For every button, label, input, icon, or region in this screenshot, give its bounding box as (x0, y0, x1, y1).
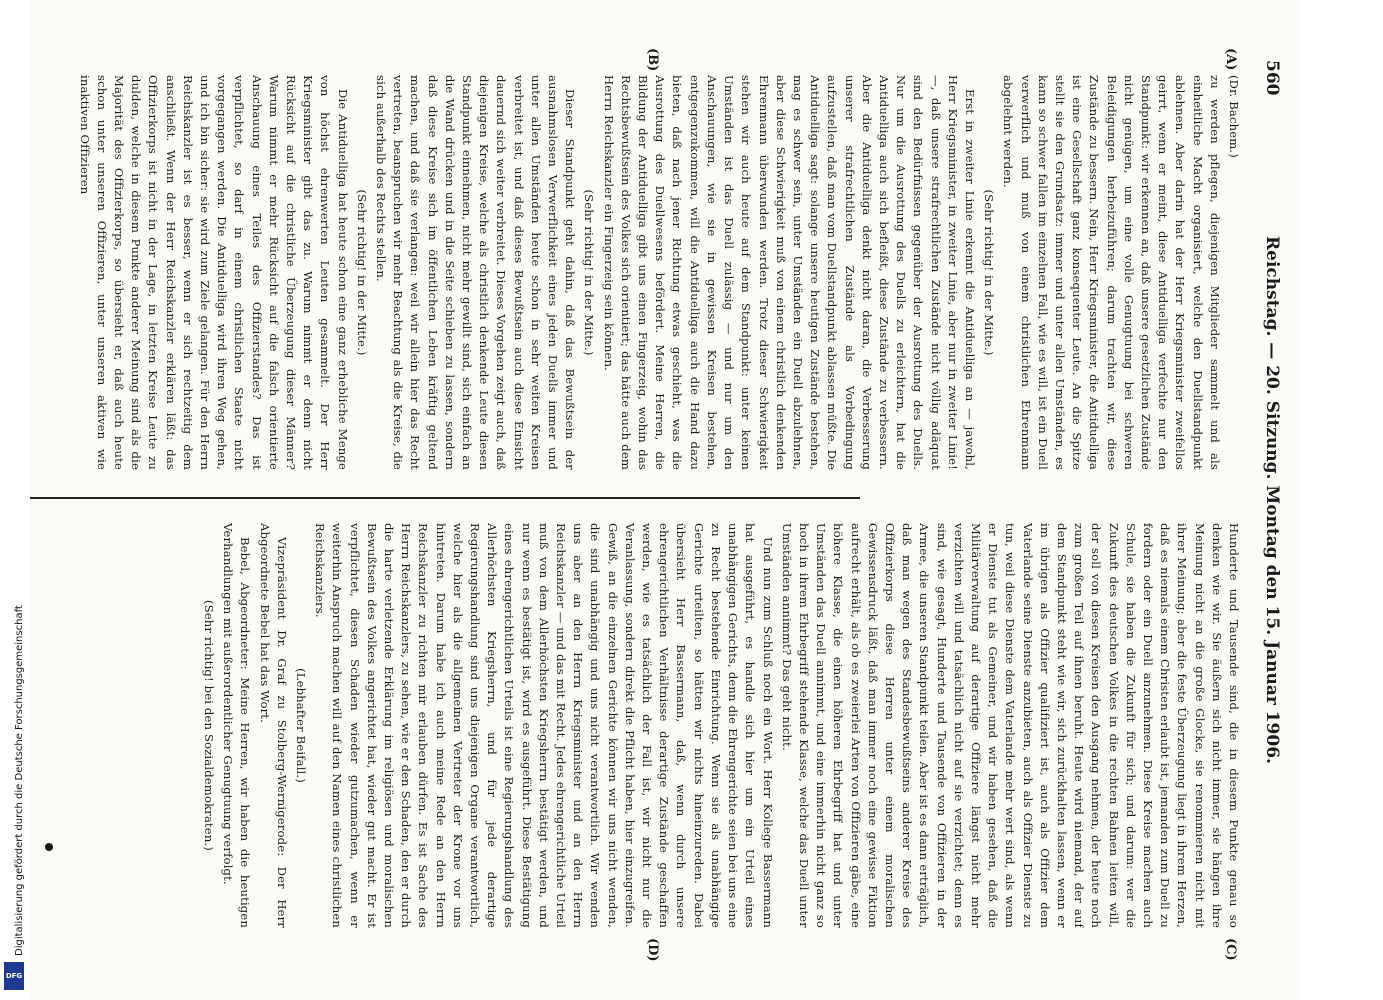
column-divider (10, 497, 860, 499)
reaction: (Sehr richtig! in der Mitte.) (354, 189, 369, 356)
president-statement: Vizepräsident Dr. Graf zu Stolberg-Wernigerode: Der Herr Abgeordnete Bebel hat das Wort. (257, 523, 289, 928)
reaction: (Sehr richtig! bei den Sozialdemokraten.) (202, 600, 217, 851)
page-title: Reichstag. — 20. Sitzung. Montag den 15. Januar 1906. (1262, 236, 1282, 764)
credit-text: Digitalisierung gefördert durch die Deutsche Forschungsgemeinschaft (14, 605, 25, 956)
paragraph: Dieser Standpunkt geht dahin, daß das Bewußtsein der ausnahmslosen Verwerflichkeit eines jeden Duells immer und unter allen Umständen heute schon in sehr weiten Kreisen verbreitet ist, und daß dieses Bewußtsein auch diese Einsicht dauernd sich weiter verbreitet. Dieses Vorgehen zeigt auch, daß diejenigen Kreise, welche als christlich denkende Leute diesen Standpunkt einnehmen, nicht mehr gewillt sind, sich einfach an die Wand drücken und in die Seite schieben zu lassen, sondern daß diese Kreise sich im öffentlichen Leben kräftig geltend machen, und daß sie verlangen: weil wir allein hier das Recht vertreten, beanspruchen wir mehr Beachtung als die Kreise, die sich außerhalb des Rechts stellen. (374, 75, 578, 470)
reaction: (Lebhafter Beifall.) (294, 668, 309, 783)
dfg-logo: DFG (4, 962, 24, 990)
speaker-tag: (Dr. Bachem.) (1227, 75, 1241, 158)
page-header (1258, 60, 1282, 940)
paragraph: Und nun zum Schluß noch ein Wort. Herr Kollege Bassermann hat ausgeführt, es handle sich hier um ein Urteil eines unabhängigen Gerichts, denn die Ehrengerichte seien bei uns eine zu Recht bestehende Einrichtung. Wenn sie als unabhängige Gerichte urteilten, so hätten wir nichts hineinzureden. Dabei übersieht Herr Bassermann, daß, wenn durch unsere ehrengerichtlichen Verhältnisse derartige Zustände geschaffen werden, wie es tatsächlich der Fall ist, wir nicht nur die Veranlassung, sondern direkt die Pflicht haben, hier einzugreifen. Gewiß, an die einzelnen Gerichte können wir uns nicht wenden, die sind unabhängig und uns nicht verantwortlich. Wir wenden uns aber an den Herrn Kriegsminister und an den Herrn Reichskanzler — und das mit Recht. Jedes ehrengerichtliche Urteil muß von dem Allerhöchsten Kriegsherrn bestätigt werden, und nur wenn es bestätigt ist, wird es ausgeführt. Diese Bestätigung eines ehrengerichtlichen Urteils ist eine Regierungshandlung des Allerhöchsten Kriegsherrn, und für jede derartige Regierungshandlung sind uns diejenigen Organe verantwortlich, welche hier als die allgemeinen Vertreter der Krone vor uns hintreten. Darum habe ich auch meine Rede an den Herrn Reichskanzler zu richten mir erlauben dürfen. Es ist Sache des Herrn Reichskanzlers, zu sehen, wie er den Schaden, den er durch die harte verletzende Erklärung im religiösen und moralischen Bewußtsein des Volkes angerichtet hat, wieder gut macht. Er ist verpflichtet, diesen Schaden wieder gutzumachen, wenn er weiterhin Anspruch machen will auf den Namen eines christlichen Reichskanzlers. (313, 523, 775, 928)
reaction: (Sehr richtig! in der Mitte.) (982, 189, 997, 356)
paragraph: Die Antiduelliga hat heute schon eine ganz erhebliche Menge von höchst ehrenwerten Leuten gesammelt. Der Herr Kriegsminister gibt das zu. Warum nimmt er denn nicht Rücksicht auf die christliche Überzeugung dieser Männer? Warum nimmt er mehr Rücksicht auf die falsch orientierte Anschauung eines Teiles des Offizierstandes? Das ist verpflichtet, so darf in einem christlichen Staate nicht vorgegangen werden. Die Antiduelliga wird ihren Weg gehen, und ich bin sicher: sie wird zum Ziele gelangen. Für den Herrn Reichskanzler ist es besser, wenn er sich rechtzeitig dem anschließt. Wenn der Herr Reichskanzler erklären läßt: das Offizierkorps ist nicht in der Lage, in letzten Kreise Leute zu dulden, welche in diesem Punkte anderer Meinung sind als die Majorität des Offizierkorps, so übersieht er, daß auch heute schon unter unseren Offizieren, unter unseren aktiven wie inaktiven Offizieren (77, 75, 350, 470)
right-column (27, 523, 1242, 928)
reaction: (Sehr richtig! in der Mitte.) (582, 189, 597, 356)
page-number: 560 (1262, 60, 1282, 96)
paragraph: Hunderte und Tausende sind, die in diesem Punkte genau so denken wie wir. Sie äußern sich nicht immer, sie hängen ihre Meinung nicht an die große Glocke, sie renommieren nicht mit ihrer Meinung; aber die feste Überzeugung liegt in ihrem Herzen, daß es niemals einem Christen erlaubt ist, jemanden zum Duell zu fordern oder ein Duell anzunehmen. Diese Kreise machen auch Schule, sie haben die Zukunft für sich; und darum: wer die Zukunft des deutschen Volkes in die rechten Bahnen leiten will, der soll von diesen Kreisen den Ausgang nehmen, der heute noch zum großen Teil auf ihnen beruht. Heute wird niemand, der auf dem Standpunkt steht wie wir, sich zurückhalten lassen, wenn er im übrigen als Offizier qualifiziert ist, auch als Offizier dem Vaterlande seine Dienste anzubieten, auch als Offizier Dienste zu tun, weil diese Dienste dem Vaterlande mehr wert sind, als wenn er Dienste tut als Gemeiner, und wir haben gesehen, daß die Militärverwaltung auf derartige Offiziere längst nicht mehr verzichten will und tatsächlich nicht auf sie verzichtet; denn es sind, wie gesagt, Hunderte und Tausende von Offizieren in der Armee, die unseren Standpunkt teilen. Aber ist es dann erträglich, daß man wegen des Standesbewußtseins anderer Kreise des Offizierkorps diese Herren unter einem moralischen Gewissensdruck läßt, daß man immer noch eine gewisse Fiktion aufrecht erhält, als ob es zweierlei Arten von Offizieren gäbe, eine höhere Klasse, die einen höheren Ehrbegriff hat und unter Umständen das Duell annimmt, und eine immerhin nicht ganz so hoch in ihrem Ehrbegriff stehende Klasse, welche das Duell unter Umständen annimmt? Das geht nicht. (779, 523, 1241, 928)
margin-letter-b: (B) (645, 48, 660, 72)
margin-letter-d: (D) (645, 938, 660, 962)
digitization-credit-bar (0, 0, 30, 1000)
paragraph: Erst in zweiter Linie erkennt die Antiduelliga an — jawohl, Herr Kriegsminister, in zweiter Linie, aber nur in zweiter Linie! —, daß unsere strafrechtlichen Zustände nicht völlig adäquat sind den Bedürfnissen gegenüber der Ausrottung des Duells. Nur um die Ausrottung des Duells zu erleichtern, hat die Antiduelliga auch sich befleißt, diese Zustände zu verbessern. Aber die Antiduelliga denkt nicht daran, die Verbesserung unserer strafrechtlichen Zustände als Vorbedingung aufzustellen, daß man vom Duellstandpunkt ablassen müßte. Die Antiduelliga sagt: solange unsere heutigen Zustände bestehen, mag es schwer sein, unter Umständen ein Duell abzulehnen, aber diese Schwierigkeit muß von einem christlich denkenden Ehrenmann überwunden werden. Trotz dieser Schwierigkeit stehen wir auch heute auf dem Standpunkt: unter keinen Umständen ist das Duell zulässig — und nur um den Anschauungen, wie sie in gewissen Kreisen bestehen, entgegenzukommen, will die Antiduelliga auch die Hand dazu bieten, daß nach jener Richtung etwas geschieht, was die Ausrottung des Duellwesens befördert. Meine Herren, die Bildung der Antiduelliga gibt uns einen Fingerzeig, wohin das Rechtsbewußtsein des Volkes sich orientiert; das hätte auch dem Herrn Reichskanzler ein Fingerzeig sein können. (601, 75, 977, 470)
left-column (27, 75, 1242, 470)
margin-letter-c: (C) (1223, 938, 1238, 961)
margin-letter-a: (A) (1223, 48, 1238, 71)
paragraph: zu werden pflegen, diejenigen Mitglieder sammelt und als einheitliche Macht organisiert, welche den Duellstandpunkt ablehnen. Aber darin hat der Herr Kriegsminister zweifellos geirrt, wenn er meint, diese Antiduelliga verfechte nur den Standpunkt: wir erkennen an, daß unsere gesetzlichen Zustände nicht genügen, um eine volle Genugtuung bei schweren Beleidigungen herbeizuführen; darum trachten wir, diese Zustände zu bessern. Nein, Herr Kriegsminister, die Antiduelliga ist eine Gesellschaft ganz konsequenter Leute. An die Spitze stellt sie den Grundsatz: immer und unter allen Umständen, es kann so schwer fallen im einzelnen Fall, wie es will, ist ein Duell verwerflich und muß von einem christlichen Ehrenmann abgelehnt werden. (1001, 75, 1222, 470)
ink-dot (45, 843, 53, 851)
bebel-statement: Bebel, Abgeordneter: Meine Herren, wir haben die heutigen Verhandlungen mit außerordentlicher Genugtuung verfolgt. (221, 523, 253, 928)
